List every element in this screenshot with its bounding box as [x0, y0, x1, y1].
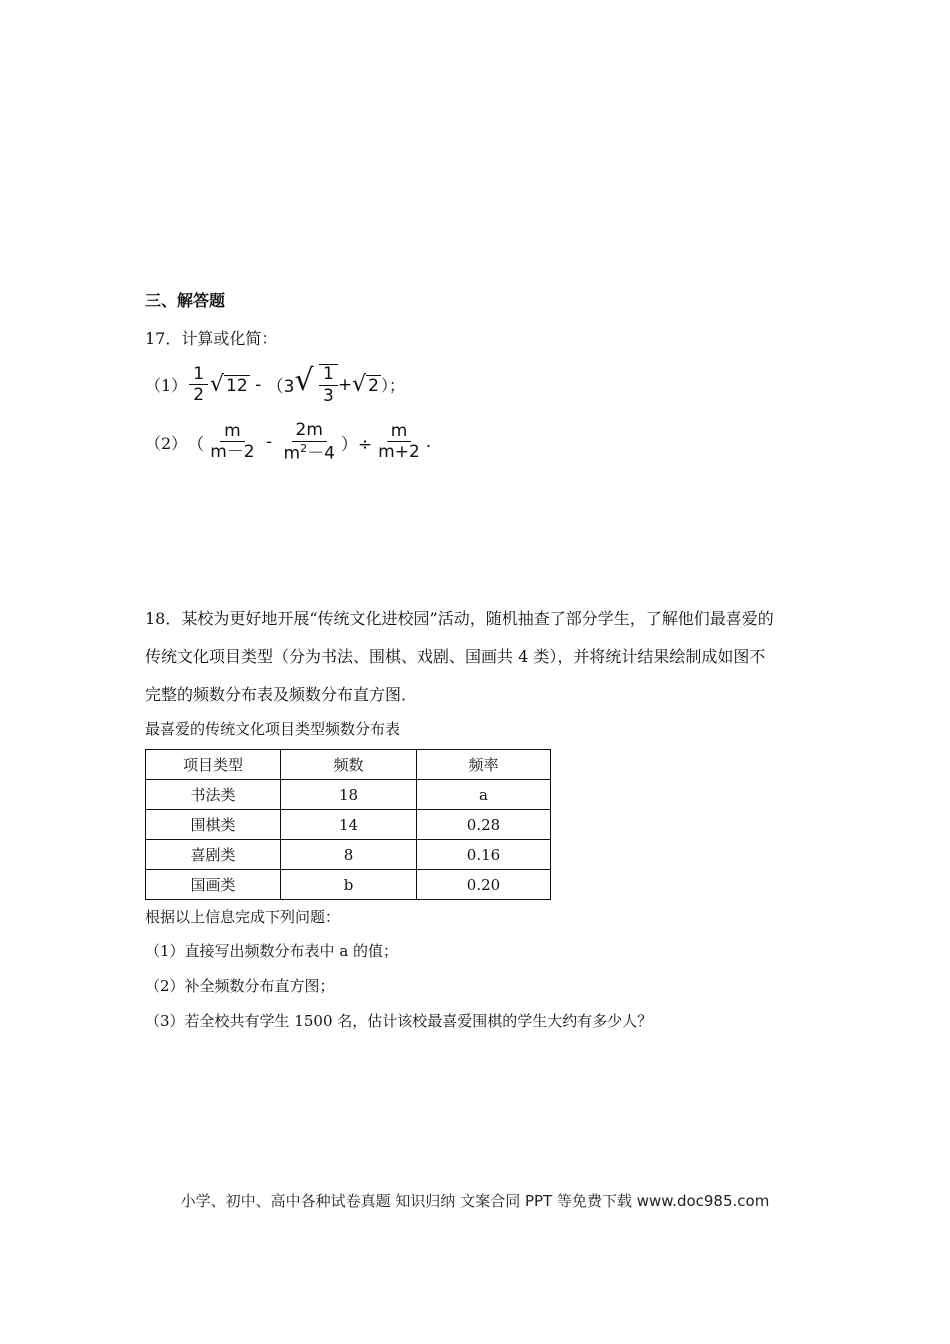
plus-sign: + — [337, 374, 353, 395]
table-row — [146, 870, 551, 900]
frequency-table — [145, 749, 551, 900]
radicand: 2 — [368, 375, 379, 396]
open-paren: （3 — [266, 377, 295, 398]
table-header-row — [146, 750, 551, 780]
fraction-denominator: m－2 — [210, 442, 255, 463]
table-header: 频率 — [417, 750, 551, 780]
q18-question-3: （3）若全校共有学生 1500 名，估计该校最喜爱围棋的学生大约有多少人？ — [145, 1012, 653, 1030]
table-cell: 围棋类 — [146, 810, 281, 840]
minus-sign: - — [249, 374, 267, 395]
fraction-numerator: 1 — [189, 365, 208, 386]
table-header: 项目类型 — [146, 750, 281, 780]
radical-symbol: √ — [352, 371, 367, 397]
period: . — [425, 432, 432, 453]
fraction-denominator: m+2 — [378, 442, 420, 463]
radicand: 12 — [226, 375, 248, 396]
q18-line-1: 18．某校为更好地开展“传统文化进校园”活动，随机抽查了部分学生，了解他们最喜爱的 — [145, 609, 774, 628]
table-cell: 喜剧类 — [146, 840, 281, 870]
q18-line-2: 传统文化项目类型（分为书法、围棋、戏剧、国画共 4 类），并将统计结果绘制成如图不 — [145, 647, 766, 666]
sqrt-one-third — [294, 364, 337, 406]
q18-intro: 根据以上信息完成下列问题： — [145, 908, 341, 926]
fraction-2m-over-m2-minus-4 — [280, 421, 339, 464]
radical-symbol: √ — [294, 362, 314, 398]
table-row — [146, 810, 551, 840]
table-cell: 14 — [281, 810, 417, 840]
table-header: 频数 — [281, 750, 417, 780]
q17-part1-label: （1） — [145, 376, 188, 396]
fraction-numerator: m — [220, 422, 245, 443]
q17-part2 — [145, 421, 431, 464]
table-cell: 18 — [281, 780, 417, 810]
fraction-numerator: m — [387, 422, 412, 443]
close-paren: ）； — [380, 376, 405, 396]
fraction-denominator: 2 — [193, 385, 205, 406]
coef-fraction — [189, 365, 208, 406]
table-cell: 书法类 — [146, 780, 281, 810]
table-row — [146, 840, 551, 870]
den-rest: －4 — [307, 443, 335, 464]
fraction-denominator: 3 — [323, 385, 334, 406]
q17-part1 — [145, 364, 405, 406]
table-cell: 0.16 — [417, 840, 551, 870]
exponent: 2 — [300, 441, 308, 455]
table-cell: b — [281, 870, 417, 900]
fraction-denominator — [280, 442, 339, 464]
q18-question-1: （1）直接写出频数分布表中 a 的值； — [145, 942, 399, 960]
open-paren: （ — [187, 434, 205, 455]
section-title: 三、解答题 — [145, 291, 226, 310]
table-caption: 最喜爱的传统文化项目类型频数分布表 — [145, 720, 401, 738]
footer-text: 小学、初中、高中各种试卷真题 知识归纳 文案合同 PPT 等免费下载 www.doc985.com — [180, 1192, 770, 1210]
sqrt-2 — [352, 371, 381, 397]
fraction-m-over-m-plus-2 — [374, 422, 424, 463]
table-cell: 8 — [281, 840, 417, 870]
minus-sign: - — [260, 432, 278, 453]
q17-stem: 17．计算或化简： — [145, 329, 278, 348]
q18-question-2: （2）补全频数分布直方图； — [145, 977, 335, 995]
base: m — [283, 443, 301, 464]
radical-symbol: √ — [210, 371, 225, 397]
table-cell: a — [417, 780, 551, 810]
q18-line-3: 完整的频数分布表及频数分布直方图． — [145, 685, 418, 704]
table-cell: 国画类 — [146, 870, 281, 900]
q18-stem — [145, 600, 815, 714]
table-cell: 0.20 — [417, 870, 551, 900]
sqrt-12 — [210, 371, 250, 397]
q17-part2-label: （2） — [145, 433, 188, 453]
table-cell: 0.28 — [417, 810, 551, 840]
fraction-m-over-m-minus-2 — [206, 422, 258, 463]
fraction-numerator: 2m — [292, 421, 327, 442]
inner-fraction — [319, 364, 338, 406]
fraction-numerator: 1 — [319, 365, 338, 386]
close-paren-divide: ）÷ — [340, 434, 373, 455]
table-row — [146, 780, 551, 810]
